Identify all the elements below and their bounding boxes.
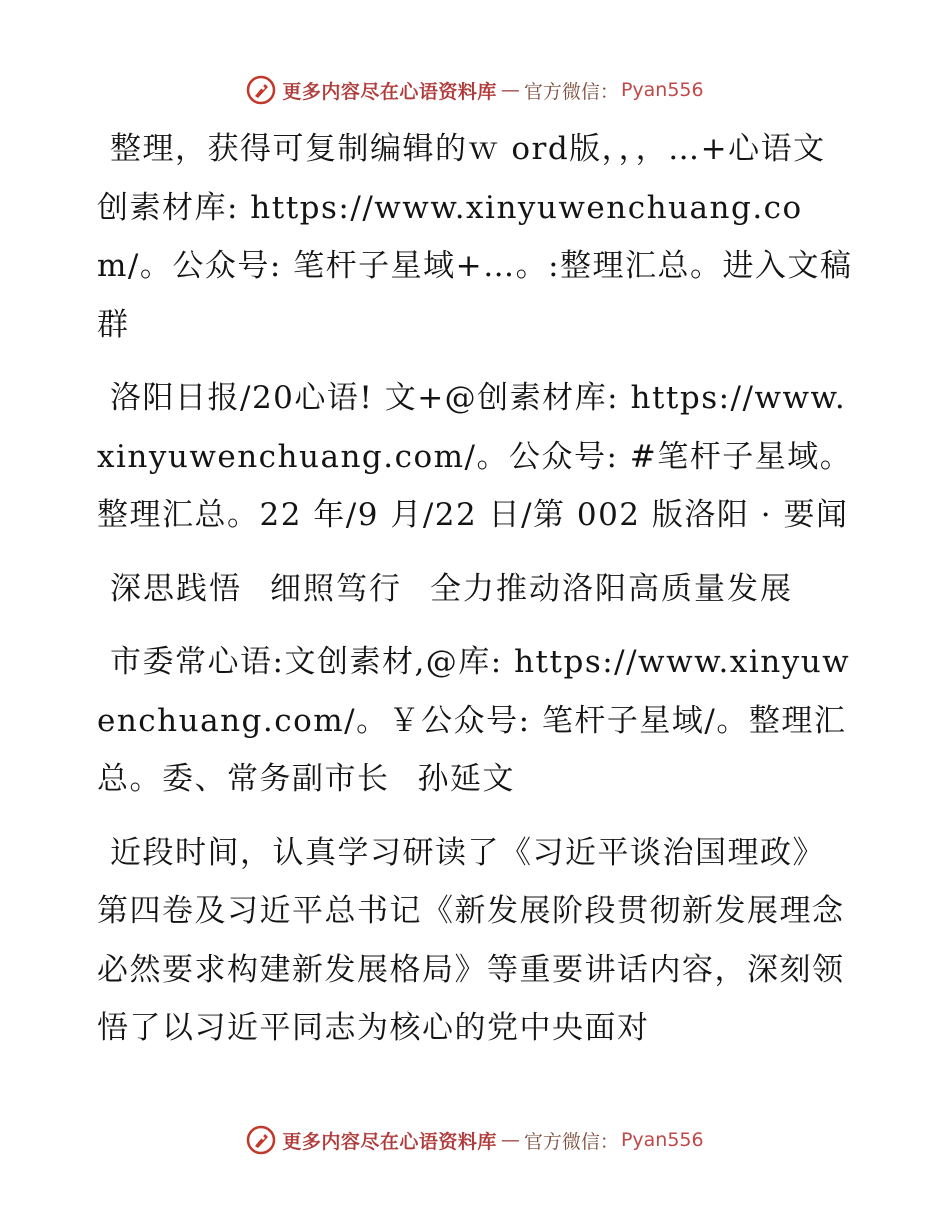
author-name: 孙延文 <box>417 761 515 797</box>
header-banner <box>0 70 950 110</box>
document-body <box>97 120 857 1073</box>
heading-part-3: 全力推动洛阳高质量发展 <box>430 570 793 607</box>
heading-part-2: 细照笃行 <box>270 570 402 607</box>
header-wechat-label: 官方微信： <box>523 80 619 103</box>
header-brand-text: 更多内容尽在心语资料库 <box>282 80 497 103</box>
article-heading <box>97 560 857 619</box>
footer-banner <box>0 1120 950 1160</box>
footer-brand-text: 更多内容尽在心语资料库 <box>282 1130 497 1153</box>
byline-text: 市委常心语:文创素材,@库: https://www.xinyuwenchuang.com/。￥公众号: 笔杆子星域/。整理汇总。委、常务副市长 <box>97 644 851 797</box>
footer-wechat-label: 官方微信： <box>523 1130 619 1153</box>
paragraph-body-text: 近段时间，认真学习研读了《习近平谈治国理政》第四卷及习近平总书记《新发展阶段贯彻新发展理念必然要求构建新发展格局》等重要讲话内容，深刻领悟了以习近平同志为核心的党中央面对 <box>97 834 845 1046</box>
heading-part-1: 深思践悟 <box>110 570 242 607</box>
pen-nib-circle-icon <box>246 1125 276 1155</box>
paragraph-2-text: 洛阳日报/20心语! 文+@创素材库: https://www.xinyuwenchuang.com/。公众号: #笔杆子星域。整理汇总。22 年/9 月/22 日/第 002 版洛阳 · 要闻 <box>97 380 853 533</box>
footer-wechat-handle: Pyan556 <box>620 1129 704 1151</box>
pen-nib-circle-icon <box>246 75 276 105</box>
paragraph-2 <box>97 369 857 545</box>
paragraph-byline <box>97 633 857 809</box>
header-separator: — <box>500 79 520 101</box>
paragraph-body <box>97 824 857 1058</box>
paragraph-1-text: 整理，获得可复制编辑的ｗ ord版，，，…+心语文创素材库: https://www.xinyuwenchuang.com/。公众号: 笔杆子星域+…。:整理汇总。进入文稿群 <box>97 131 853 343</box>
header-wechat-handle: Pyan556 <box>620 79 704 101</box>
footer-separator: — <box>500 1129 520 1151</box>
paragraph-1 <box>97 120 857 354</box>
